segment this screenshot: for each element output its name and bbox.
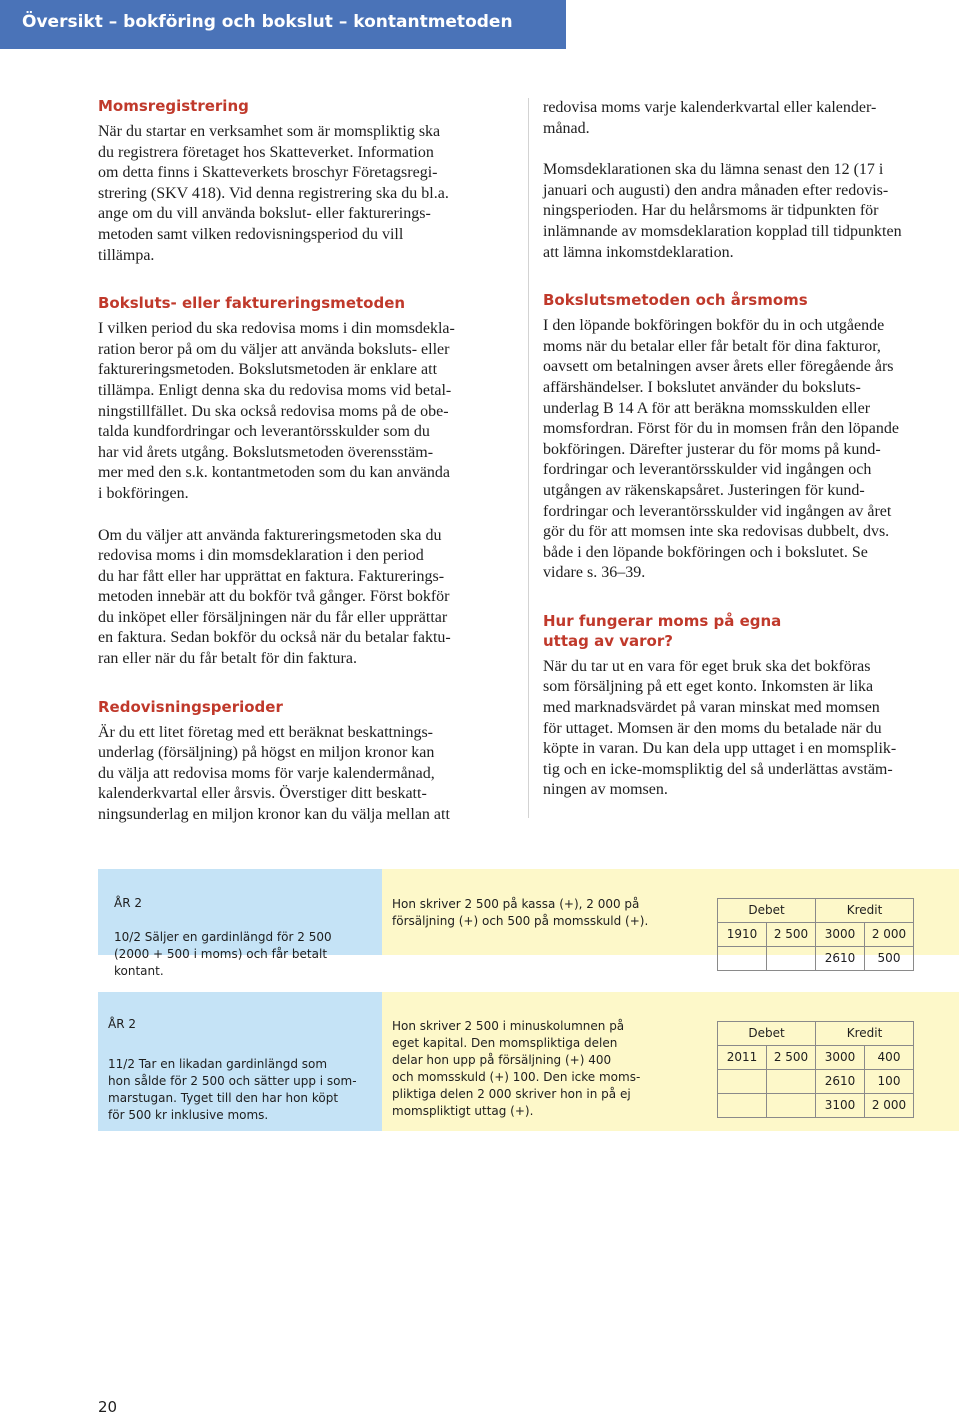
table-cell — [718, 947, 767, 971]
table-cell: 2610 — [816, 947, 865, 971]
example-2-situation: 11/2 Tar en likadan gardinlängd som hon sålde för 2 500 och sätter upp i som- marstugan. Tyget till den har hon köpt för 500 kr inklusive moms. — [108, 1057, 357, 1122]
heading-uttag: Hur fungerar moms på egna uttag av varor? — [543, 611, 782, 650]
heading-redovisningsperioder: Redovisningsperioder — [98, 697, 283, 716]
page-number: 20 — [98, 1398, 118, 1416]
table-cell: 400 — [865, 1046, 914, 1070]
table-cell — [718, 1094, 767, 1118]
example-2-explanation-box — [382, 992, 959, 1131]
table-cell — [767, 947, 816, 971]
table-cell: 2011 — [718, 1046, 767, 1070]
table-header-kredit: Kredit — [816, 899, 914, 923]
table-cell: 3000 — [816, 923, 865, 947]
example-1-explanation: Hon skriver 2 500 på kassa (+), 2 000 på försäljning (+) och 500 på momsskuld (+). — [392, 897, 649, 928]
paragraph-arsmoms: I den löpande bokföringen bokför du in och utgående moms när du betalar eller får betalt för dina fakturor, oavsett om betalningen avser årets eller föregående års affärshändelser. I bokslutet använder du boksluts- underlag B 14 A för att beräkna momsskulden eller momsfordran. Först för du in momsen från den löpande bokföringen. Därefter justerar du för moms på kund- fordringar och leverantörsskulder vid ingången och utgången av räkenskapsåret. Justeringen för kund- fordringar och leverantörsskulder vid ingången av året gör du för att momsen inte ska redovisas dubbelt, dvs. både i den löpande bokföringen och i bokslutet. Se vidare s. 36–39. — [543, 317, 899, 582]
table-cell: 2 000 — [865, 1094, 914, 1118]
paragraph-intro-2: Momsdeklarationen ska du lämna senast den 12 (17 i januari och augusti) den andra månaden efter redovis- ningsperioden. Har du helårsmoms är tidpunkten för inlämnande av momsdeklaration kopplad till tidpunkten att lämna inkomstdeklaration. — [543, 161, 902, 261]
example-1-situation: 10/2 Säljer en gardinlängd för 2 500 (2000 + 500 i moms) och får betalt kontant. — [114, 930, 332, 978]
table-cell: 3100 — [816, 1094, 865, 1118]
table-cell: 3000 — [816, 1046, 865, 1070]
right-column — [543, 98, 960, 801]
example-2-situation-box — [98, 992, 382, 1131]
table-cell: 100 — [865, 1070, 914, 1094]
table-row — [718, 1094, 914, 1118]
paragraph-uttag: När du tar ut en vara för eget bruk ska det bokföras som försäljning på ett eget konto. Inkomsten är lika med marknadsvärdet på varan minskat med momsen för uttaget. Momsen är den moms du betalade när du köpte in varan. Du kan dela upp uttaget i en momsplik- tig och en icke-momspliktig del så underlättas avstäm- ningen av momsen. — [543, 657, 897, 799]
example-1-account-table — [717, 898, 914, 971]
heading-boksluts: Boksluts- eller faktureringsmetoden — [98, 294, 406, 313]
heading-arsmoms: Bokslutsmetoden och årsmoms — [543, 291, 808, 310]
table-cell — [718, 1070, 767, 1094]
header-bar — [0, 0, 566, 49]
table-row — [718, 1070, 914, 1094]
table-header-debet: Debet — [718, 899, 816, 923]
paragraph-boksluts-2: Om du väljer att använda faktureringsmetoden ska du redovisa moms i din momsdeklaration i den period du har fått eller har upprättat en faktura. Fakturerings- metoden innebär att du bokför två gånger. Först bokför du inköpet eller försäljningen när du får eller upprättar en faktura. Sedan bokför du också när du betalar faktu- ran eller när du får betalt för din faktura. — [98, 526, 451, 668]
column-divider — [528, 98, 529, 818]
table-row — [718, 1046, 914, 1070]
table-cell — [767, 1094, 816, 1118]
example-1-situation-box — [98, 869, 382, 978]
table-row — [718, 947, 914, 971]
table-cell — [767, 1070, 816, 1094]
table-row — [718, 923, 914, 947]
left-column — [98, 96, 518, 826]
table-cell: 2 500 — [767, 1046, 816, 1070]
paragraph-momsregistrering: När du startar en verksamhet som är momspliktig ska du registrera företaget hos Skatteverket. Information om detta finns i Skatteverkets broschyr Företagsregi- strering (SKV 418). Vid denna registrering ska du bl.a. ange om du vill använda bokslut- eller fakturerings- metoden samt vilken redovisningsperiod du vill tillämpa. — [98, 123, 449, 264]
example-1-label: ÅR 2 — [114, 896, 142, 910]
example-2-label: ÅR 2 — [108, 1017, 136, 1031]
paragraph-redovisningsperioder: Är du ett litet företag med ett beräknat beskattnings- underlag (försäljning) på högst en miljon kronor kan du välja att redovisa moms för varje kalendermånad, kalenderkvartal eller årsvis. Överstiger ditt beskatt- ningsunderlag en miljon kronor kan du välja mellan att — [98, 723, 450, 824]
example-2-explanation: Hon skriver 2 500 i minuskolumnen på eget kapital. Den momspliktiga delen delar hon upp på försäljning (+) 400 och momsskuld (+) 100. Den icke moms- pliktiga delen 2 000 skriver hon in på ej momspliktigt uttag (+). — [392, 1019, 641, 1118]
example-2-account-table — [717, 1021, 914, 1118]
heading-momsregistrering: Momsregistrering — [98, 97, 249, 115]
table-cell: 2610 — [816, 1070, 865, 1094]
example-1-explanation-box — [382, 869, 959, 965]
table-header-debet: Debet — [718, 1022, 816, 1046]
paragraph-intro-1: redovisa moms varje kalenderkvartal eller kalender- månad. — [543, 99, 877, 137]
table-cell: 1910 — [718, 923, 767, 947]
table-cell: 2 500 — [767, 923, 816, 947]
table-cell: 500 — [865, 947, 914, 971]
table-cell: 2 000 — [865, 923, 914, 947]
page-header-title: Översikt – bokföring och bokslut – kontantmetoden — [22, 12, 513, 32]
table-header-kredit: Kredit — [816, 1022, 914, 1046]
paragraph-boksluts-1: I vilken period du ska redovisa moms i din momsdekla- ration beror på om du väljer att använda boksluts- eller faktureringsmetoden. Bokslutsmetoden är enklare att tillämpa. Enligt denna ska du redovisa moms vid betal- ningstillfället. Du ska också redovisa moms på de obe- talda kundfordringar och leverantörsskulder som du har vid årets utgång. Bokslutsmetoden överensstäm- mer med den s.k. kontantmetoden som du kan använda i bokföringen. — [98, 320, 455, 502]
